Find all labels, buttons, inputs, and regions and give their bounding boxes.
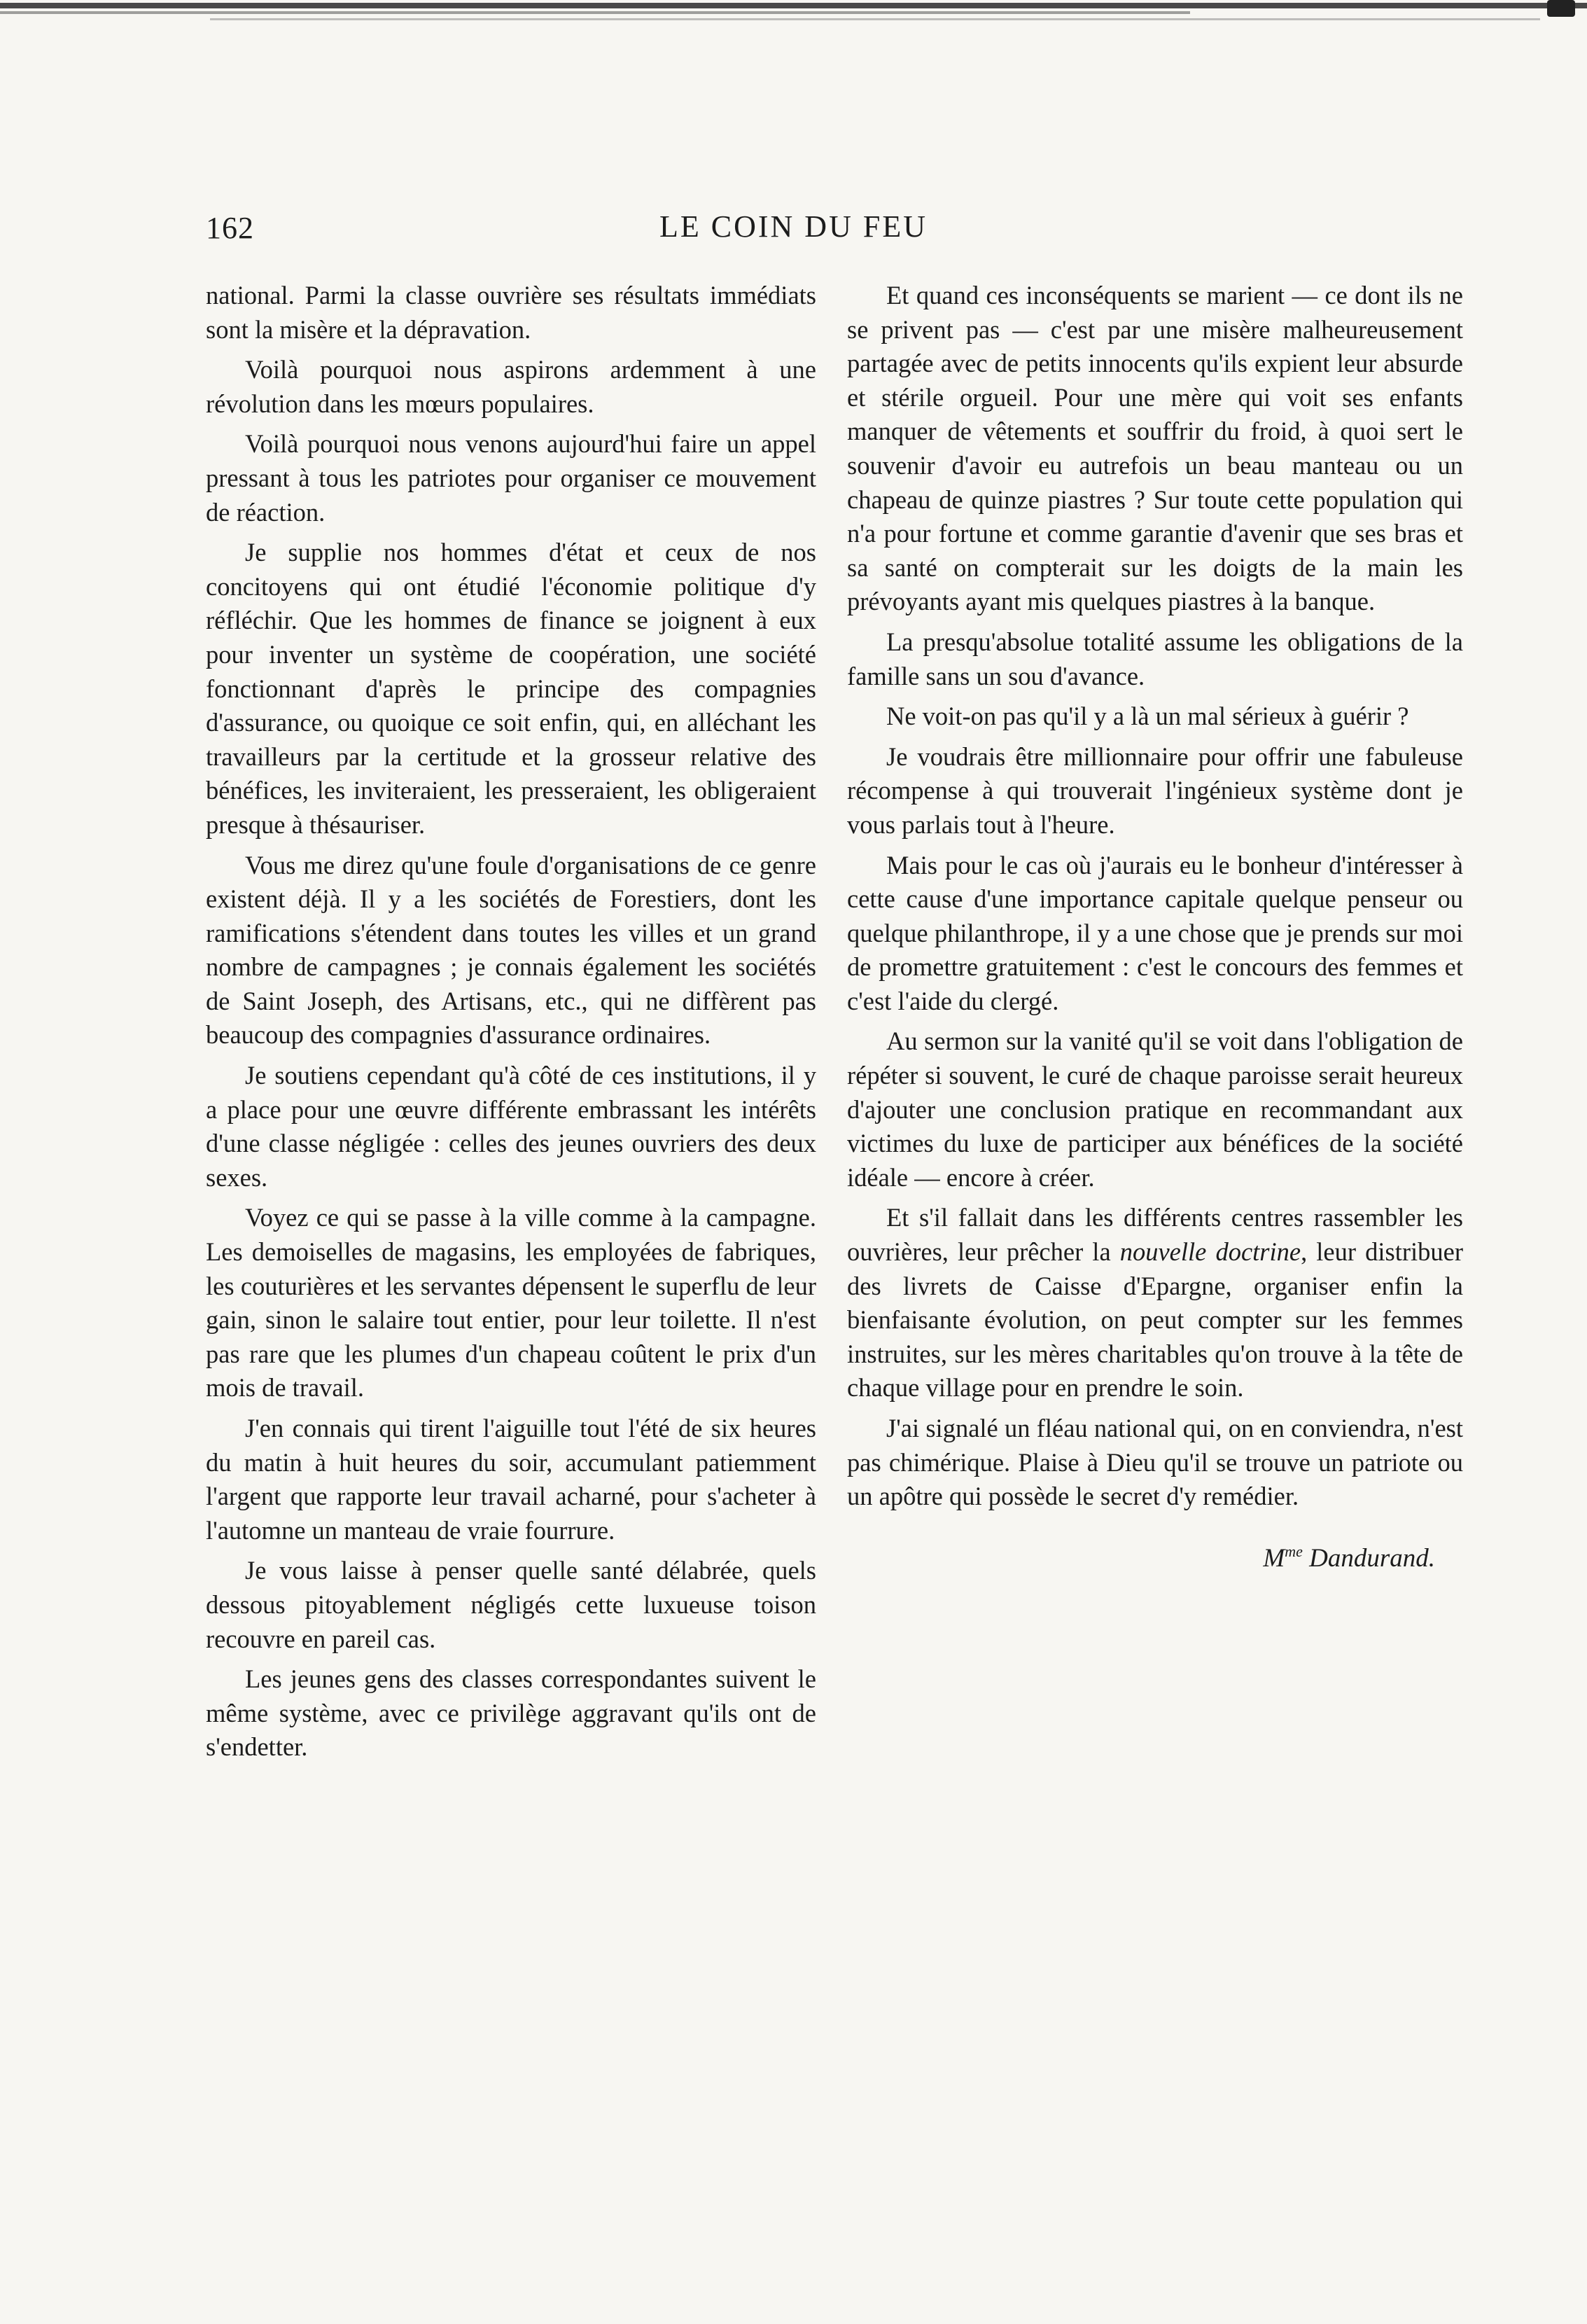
right-column	[847, 279, 1463, 1575]
paragraph: J'en connais qui tirent l'aiguille tout l'été de six heures du matin à huit heures du soir, accumulant patiemment l'argent que rapporte leur travail acharné, pour s'acheter à l'automne un manteau de vraie fourrure.	[206, 1414, 816, 1545]
text-run: , leur distribuer des livrets de Caisse d'Epargne, organiser enfin la bienfaisante évolution, on peut compter sur les femmes instruites, sur les mères charitables qu'on trouve à la tête de chaque village pour en prendre le soin.	[847, 1237, 1463, 1403]
paragraph: Mais pour le cas où j'aurais eu le bonheur d'intéresser à cette cause d'une importance capitale quelque penseur ou quelque philanthrope, il y a une chose que je prends sur moi de promettre gratuitement : c'est le concours des femmes et c'est l'aide du clergé.	[847, 850, 1463, 1015]
paragraph: La presqu'absolue totalité assume les obligations de la famille sans un sou d'avance.	[847, 627, 1463, 690]
paragraph: Vous me direz qu'une foule d'organisations de ce genre existent déjà. Il y a les sociétés de Forestiers, dont les ramifications s'étendent dans toutes les villes et un grand nombre de campagnes ; je connais également les sociétés de Saint Joseph, des Artisans, etc., qui ne diffèrent pas beaucoup des compagnies d'assurance ordinaires.	[206, 850, 816, 1050]
signature-superscript: me	[1285, 1542, 1303, 1560]
left-column	[206, 279, 816, 1771]
scan-edge-artifact	[0, 0, 1587, 32]
text-run: Et s'il fallait dans les différents centres rassembler les ouvrières, leur prêcher la	[847, 1203, 1463, 1267]
paragraph: Voilà pourquoi nous venons aujourd'hui faire un appel pressant à tous les patriotes pour organiser ce mouvement de réaction.	[206, 429, 816, 527]
paragraph: Je vous laisse à penser quelle santé délabrée, quels dessous pitoyablement négligés cette luxueuse toison recouvre en pareil cas.	[206, 1556, 816, 1653]
paragraph: Je voudrais être millionnaire pour offrir une fabuleuse récompense à qui trouverait l'ingénieux système dont je vous parlais tout à l'heure.	[847, 742, 1463, 839]
paragraph: Ne voit-on pas qu'il y a là un mal sérieux à guérir ?	[886, 702, 1409, 731]
paragraph: national. Parmi la classe ouvrière ses résultats immédiats sont la misère et la dépravation.	[206, 281, 816, 344]
signature-name: Dandurand.	[1302, 1543, 1435, 1573]
signature-prefix: M	[1263, 1543, 1285, 1573]
page-number: 162	[206, 211, 254, 245]
paragraph-with-italic	[847, 1201, 1463, 1405]
italic-phrase: nouvelle doctrine	[1119, 1237, 1301, 1267]
paragraph: Et quand ces inconséquents se marient — ce dont ils ne se privent pas — c'est par une misère malheureusement partagée avec de petits innocents qu'ils expient leur absurde et stérile orgueil. Pour une mère qui voit ses enfants manquer de vêtements et souffrir du froid, à quoi sert le souvenir d'avoir eu autrefois un beau manteau ou un chapeau de quinze piastres ? Sur toute cette population qui n'a pour fortune et comme garantie d'avenir que ses bras et sa santé on compterait sur les doigts de la main les prévoyants ayant mis quelques piastres à la banque.	[847, 281, 1463, 616]
paragraph: Voyez ce qui se passe à la ville comme à la campagne. Les demoiselles de magasins, les employées de fabriques, les couturières et les servantes dépensent le superflu de leur gain, sinon le salaire tout entier, pour leur toilette. Il n'est pas rare que les plumes d'un chapeau coûtent le prix d'un mois de travail.	[206, 1203, 816, 1403]
running-head-title: LE COIN DU FEU	[659, 209, 928, 244]
paragraph: Voilà pourquoi nous aspirons ardemment à une révolution dans les mœurs populaires.	[206, 355, 816, 418]
author-signature	[847, 1535, 1463, 1576]
paragraph: Je supplie nos hommes d'état et ceux de nos concitoyens qui ont étudié l'économie politique d'y réfléchir. Que les hommes de finance se joignent à eux pour inventer un système de coopération, une société fonctionnant d'après le principe des compagnies d'assurance, ou quoique ce soit enfin, qui, en alléchant les travailleurs par la certitude et la grosseur relative des bénéfices, les inviteraient, les presseraient, les obligeraient presque à thésauriser.	[206, 538, 816, 839]
paragraph: Au sermon sur la vanité qu'il se voit dans l'obligation de répéter si souvent, le curé de chaque paroisse serait heureux d'ajouter une conclusion pratique en recommandant aux victimes du luxe de participer aux bénéfices de la société idéale — encore à créer.	[847, 1027, 1463, 1192]
paragraph: J'ai signalé un fléau national qui, on en conviendra, n'est pas chimérique. Plaise à Dieu qu'il se trouve un patriote ou un apôtre qui possède le secret d'y remédier.	[847, 1414, 1463, 1511]
paragraph: Je soutiens cependant qu'à côté de ces institutions, il y a place pour une œuvre différente embrassant les intérêts d'une classe négligée : celles des jeunes ouvriers des deux sexes.	[206, 1061, 816, 1192]
paragraph: Les jeunes gens des classes correspondantes suivent le même système, avec ce privilège aggravant qu'ils ont de s'endetter.	[206, 1664, 816, 1762]
